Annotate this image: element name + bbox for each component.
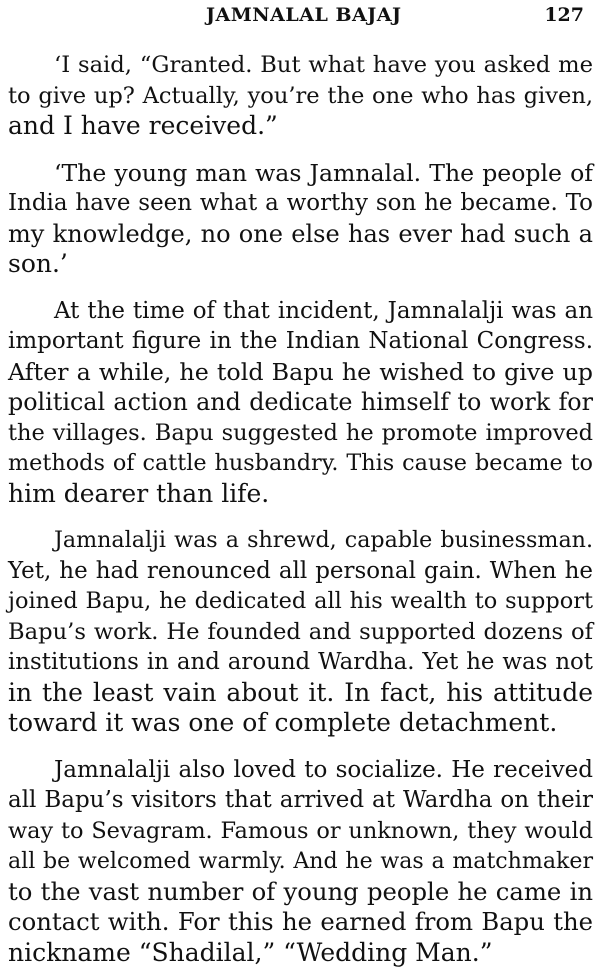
text-line: and I have received.” bbox=[8, 111, 593, 142]
paragraph bbox=[8, 755, 593, 968]
text-line: Jamnalalji was a shrewd, capable businessman. bbox=[8, 525, 593, 556]
page-number: 127 bbox=[544, 4, 584, 26]
text-line: India have seen what a worthy son he became. To bbox=[8, 188, 593, 219]
text-line: way to Sevagram. Famous or unknown, they would bbox=[8, 816, 593, 847]
text-line: At the time of that incident, Jamnalalji was an bbox=[8, 296, 593, 327]
running-head bbox=[0, 4, 600, 34]
text-line: nickname “Shadilal,” “Wedding Man.” bbox=[8, 938, 593, 968]
text-line: him dearer than life. bbox=[8, 479, 593, 510]
text-line: in the least vain about it. In fact, his attitude bbox=[8, 678, 593, 709]
paragraph bbox=[8, 50, 593, 142]
text-line: ‘The young man was Jamnalal. The people of bbox=[8, 158, 593, 189]
text-line: joined Bapu, he dedicated all his wealth to support bbox=[8, 586, 593, 617]
paragraph bbox=[8, 158, 593, 280]
text-line: my knowledge, no one else has ever had such a bbox=[8, 219, 593, 250]
text-line: contact with. For this he earned from Bapu the bbox=[8, 907, 593, 938]
text-line: methods of cattle husbandry. This cause became to bbox=[8, 448, 593, 479]
paragraph bbox=[8, 296, 593, 510]
body-text bbox=[8, 50, 593, 968]
text-line: After a while, he told Bapu he wished to give up bbox=[8, 357, 593, 388]
text-line: Jamnalalji also loved to socialize. He received bbox=[8, 755, 593, 786]
text-line: Yet, he had renounced all personal gain. When he bbox=[8, 556, 593, 587]
text-line: important figure in the Indian National Congress. bbox=[8, 326, 593, 357]
text-line: to give up? Actually, you’re the one who has given, bbox=[8, 81, 593, 112]
running-title: JAMNALAL BAJAJ bbox=[206, 4, 401, 26]
paragraph bbox=[8, 525, 593, 739]
text-line: to the vast number of young people he came in bbox=[8, 877, 593, 908]
text-line: institutions in and around Wardha. Yet he was not bbox=[8, 647, 593, 678]
text-line: Bapu’s work. He founded and supported dozens of bbox=[8, 617, 593, 648]
text-line: ‘I said, “Granted. But what have you asked me bbox=[8, 50, 593, 81]
text-line: all Bapu’s visitors that arrived at Wardha on their bbox=[8, 785, 593, 816]
text-line: the villages. Bapu suggested he promote improved bbox=[8, 418, 593, 449]
text-line: son.’ bbox=[8, 249, 593, 280]
text-line: political action and dedicate himself to work for bbox=[8, 387, 593, 418]
text-line: toward it was one of complete detachment. bbox=[8, 708, 593, 739]
text-line: all be welcomed warmly. And he was a matchmaker bbox=[8, 846, 593, 877]
